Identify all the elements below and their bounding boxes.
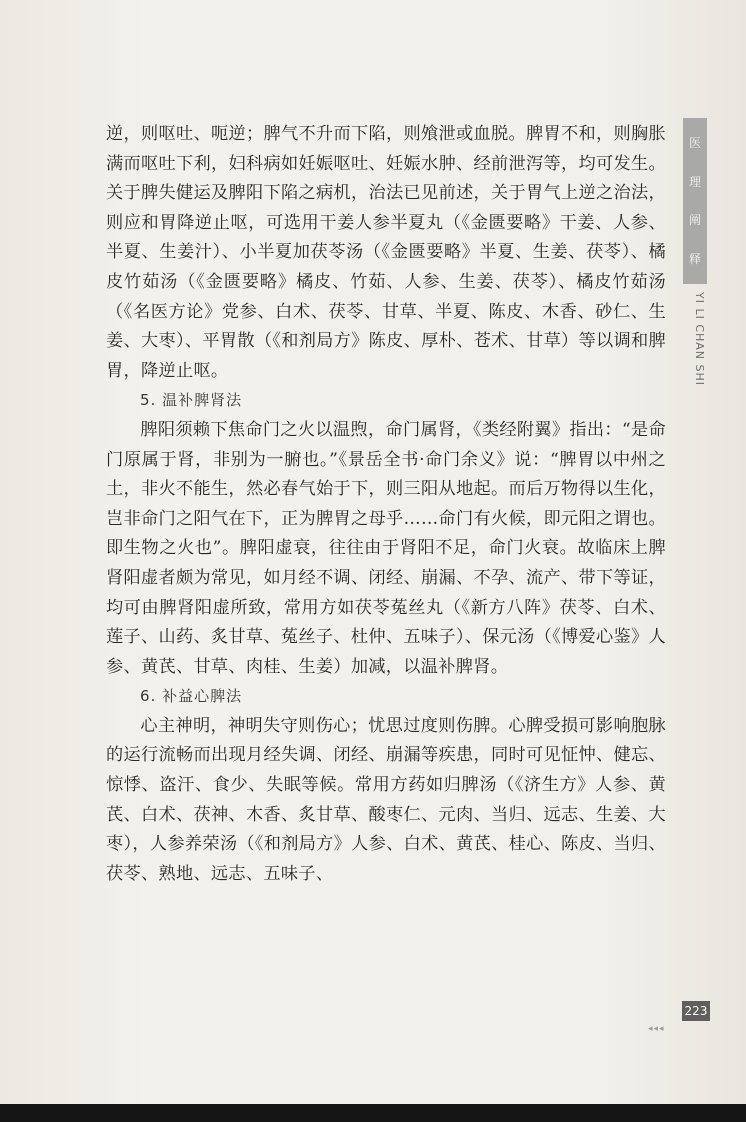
- paragraph-continued: 逆，则呕吐、呃逆；脾气不升而下陷，则飧泄或血脱。脾胃不和，则胸胀满而呕吐下利，妇科病如妊娠呕吐、妊娠水肿、经前泄泻等，均可发生。关于脾失健运及脾阳下陷之病机，治法已见前述，关于胃气上逆之治法，则应和胃降逆止呕，可选用干姜人参半夏丸（《金匮要略》干姜、人参、半夏、生姜汁）、小半夏加茯苓汤（《金匮要略》半夏、生姜、茯苓）、橘皮竹茹汤（《金匮要略》橘皮、竹茹、人参、生姜、茯苓）、橘皮竹茹汤（《名医方论》党参、白术、茯苓、甘草、半夏、陈皮、木香、砂仁、生姜、大枣）、平胃散（《和剂局方》陈皮、厚朴、苍术、甘草）等以调和脾胃，降逆止呕。: [106, 124, 666, 381]
- section-heading-6: 6. 补益心脾法: [140, 687, 243, 706]
- chapter-side-tab: [683, 118, 707, 284]
- page-arrows-icon: ◂◂◂: [648, 1024, 665, 1034]
- side-tab-char: 释: [688, 251, 701, 266]
- paragraph-warm-spleen-kidney: 脾阳须赖下焦命门之火以温煦，命门属肾，《类经附翼》指出：“是命门原属于肾，非别为一腑也。”《景岳全书·命门余义》说：“脾胃以中州之土，非火不能生，然必春气始于下，则三阳从地起。而后万物得以生化，岂非命门之阳气在下，正为脾胃之母乎……命门有火候，即元阳之谓也。即生物之火也”。脾阳虚衰，往往由于肾阳不足，命门火衰。故临床上脾肾阳虚者颇为常见，如月经不调、闭经、崩漏、不孕、流产、带下等证，均可由脾肾阳虚所致，常用方如茯苓菟丝丸（《新方八阵》茯苓、白术、莲子、山药、炙甘草、菟丝子、杜仲、五味子）、保元汤（《博爱心鉴》人参、黄芪、甘草、肉桂、生姜）加减，以温补脾肾。: [106, 419, 666, 677]
- side-tab-char: 阐: [688, 213, 701, 228]
- side-pinyin-label: YI LI CHAN SHI: [693, 292, 706, 387]
- page-number: 223: [682, 1001, 710, 1021]
- body-text: [106, 120, 666, 889]
- section-heading-5: 5. 温补脾肾法: [140, 391, 243, 410]
- side-tab-char: 理: [688, 174, 701, 189]
- paragraph-heart-spleen: 心主神明，神明失守则伤心；忧思过度则伤脾。心脾受损可影响胞脉的运行流畅而出现月经失调、闭经、崩漏等疾患，同时可见怔忡、健忘、惊悸、盗汗、食少、失眠等候。常用方药如归脾汤（《济生方》人参、黄芪、白术、茯神、木香、炙甘草、酸枣仁、元肉、当归、远志、生姜、大枣），人参养荣汤（《和剂局方》人参、白术、黄芪、桂心、陈皮、当归、茯苓、熟地、远志、五味子、: [106, 715, 666, 884]
- side-tab-char: 医: [688, 136, 701, 151]
- bottom-edge-bar: [0, 1104, 746, 1122]
